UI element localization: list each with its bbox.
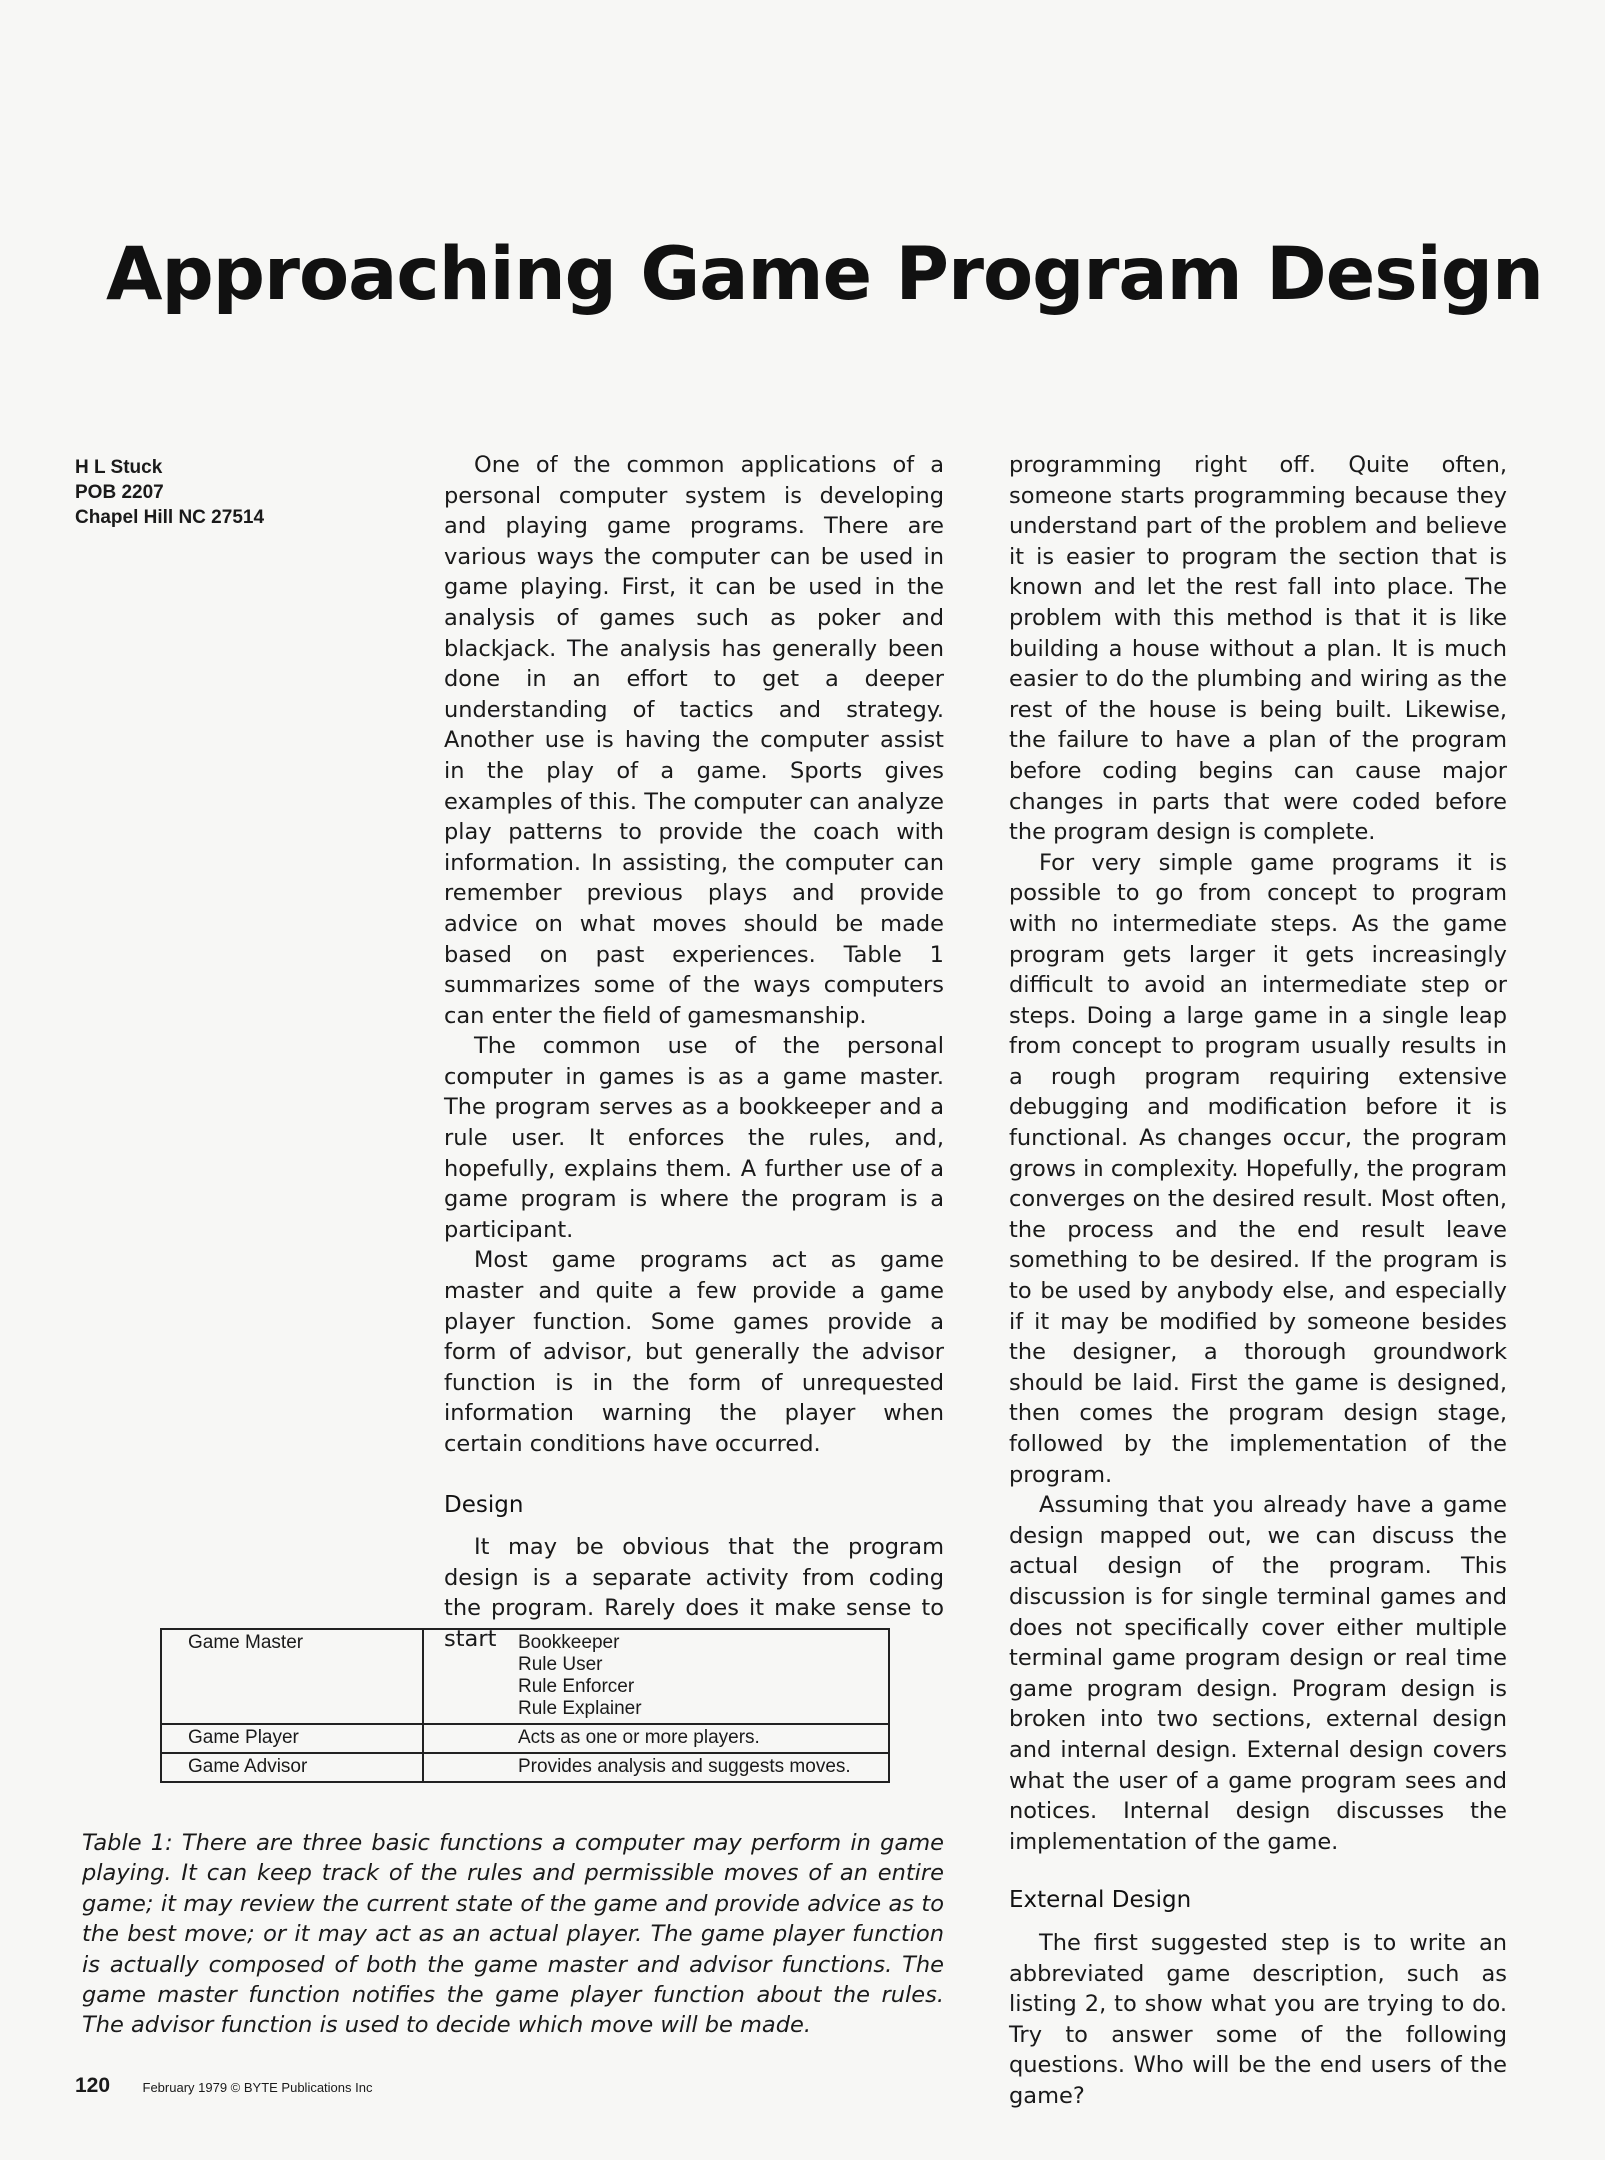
functions-table [160, 1628, 890, 1783]
body-column-1 [444, 450, 944, 1655]
publication-credit: February 1979 © BYTE Publications Inc [142, 2080, 373, 2095]
body-paragraph: The first suggested step is to write an abbreviated game description, such as listing 2, to show what you are trying to do. Try to answer some of the following questions. Who will be the end users of the game? [1009, 1929, 1507, 2109]
author-block [75, 455, 264, 530]
body-paragraph: It may be obvious that the program design is a separate activity from coding the program. Rarely does it make sense to start [444, 1534, 944, 1652]
table-cell-description [423, 1629, 889, 1724]
table-cell-role: Game Advisor [161, 1753, 423, 1782]
design-heading: Design [444, 1491, 524, 1518]
table-row [161, 1753, 889, 1782]
body-paragraph: For very simple game programs it is possible to go from concept to program with no intermediate steps. As the game program gets larger it gets increasingly difficult to avoid an intermediate step or steps. Doing a large game in a single leap from concept to program usually results in a rough program requiring extensive debugging and modification before it is functional. As changes occur, the program grows in complexity. Hopefully, the program converges on the desired result. Most often, the process and the end result leave something to be desired. If the program is to be used by anybody else, and especially if it may be modified by someone besides the designer, a thorough groundwork should be laid. First the game is designed, then comes the program design stage, followed by the implementation of the program. [1009, 849, 1507, 1488]
external-design-heading: External Design [1009, 1887, 1192, 1914]
table-caption: Table 1: There are three basic functions a computer may perform in game playing. It can keep track of the rules and permissible moves of an entire game; it may review the current state of the game and provide advice as to the best move; or it may act as an actual player. The game player function is actually composed of both the game master and advisor functions. The game master function notifies the game player function about the rules. The advisor function is used to decide which move will be made. [82, 1830, 944, 2039]
author-address-line-2: Chapel Hill NC 27514 [75, 507, 265, 528]
body-paragraph: Assuming that you already have a game design mapped out, we can discuss the actual design of the program. This discussion is for single terminal games and does not specifically cover either multiple terminal game program design or real time game program design. Program design is broken into two sections, external design and internal design. External design covers what the user of a game program sees and notices. Internal design discusses the implementation of the game. [1009, 1492, 1507, 1855]
body-column-2 [1009, 450, 1507, 2111]
body-paragraph: One of the common applications of a personal computer system is developing and playing game programs. There are various ways the computer can be used in game playing. First, it can be used in the analysis of games such as poker and blackjack. The analysis has generally been done in an effort to get a deeper understanding of tactics and strategy. Another use is having the computer assist in the play of a game. Sports gives examples of this. The computer can analyze play patterns to provide the coach with information. In assisting, the computer can remember previous plays and provide advice on what moves should be made based on past experiences. Table 1 summarizes some of the ways computers can enter the field of gamesmanship. [444, 452, 944, 1029]
table-cell-description [423, 1724, 889, 1753]
description-line: Rule User [518, 1654, 603, 1675]
description-line: Bookkeeper [518, 1632, 620, 1653]
body-paragraph: Most game programs act as game master and quite a few provide a game player function. Some games provide a form of advisor, but generally the advisor function is in the form of unrequested information warning the player when certain conditions have occurred. [444, 1247, 944, 1457]
author-address-line-1: POB 2207 [75, 482, 164, 503]
description-line: Rule Enforcer [518, 1676, 635, 1697]
author-name: H L Stuck [75, 457, 163, 478]
table-cell-role: Game Player [161, 1724, 423, 1753]
description-line: Rule Explainer [518, 1698, 642, 1719]
description-line: Provides analysis and suggests moves. [518, 1756, 851, 1777]
page-number: 120 [75, 2074, 111, 2097]
body-paragraph: The common use of the personal computer in games is as a game master. The program serves as a bookkeeper and a rule user. It enforces the rules, and, hopefully, explains them. A further use of a game program is where the program is a participant. [444, 1033, 944, 1243]
table-row [161, 1724, 889, 1753]
page-footer [75, 2074, 372, 2098]
body-paragraph: programming right off. Quite often, someone starts programming because they understand part of the problem and believe it is easier to program the section that is known and let the rest fall into place. The problem with this method is that it is like building a house without a plan. It is much easier to do the plumbing and wiring as the rest of the house is being built. Likewise, the failure to have a plan of the program before coding begins can cause major changes in parts that were coded before the program design is complete. [1009, 452, 1507, 846]
description-line: Acts as one or more players. [518, 1727, 760, 1748]
table-cell-description [423, 1753, 889, 1782]
article-title: Approaching Game Program Design [106, 232, 1543, 317]
table-cell-role: Game Master [161, 1629, 423, 1724]
table-row [161, 1629, 889, 1724]
